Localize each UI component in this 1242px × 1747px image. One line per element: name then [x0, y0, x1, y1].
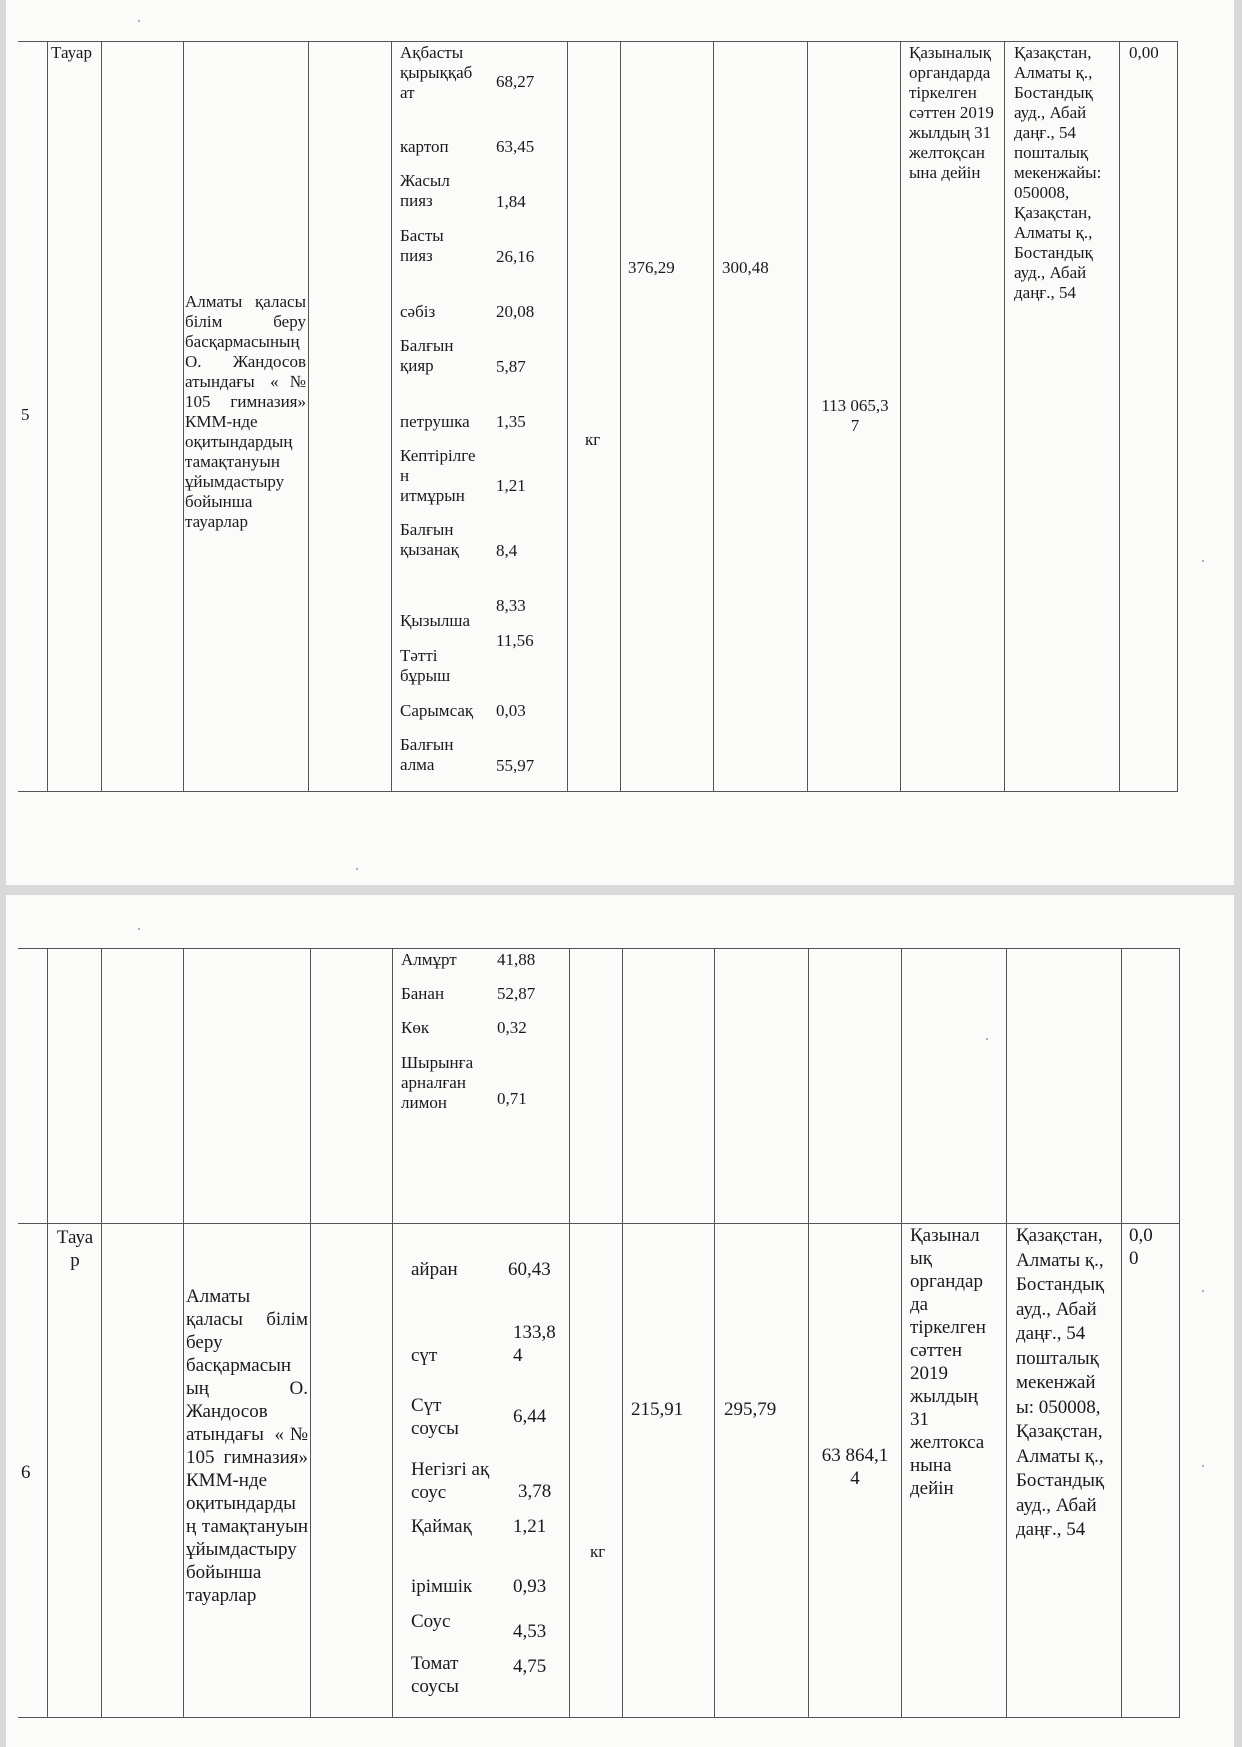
scan-speck: [1202, 560, 1204, 562]
goods-item-qty: 5,87: [496, 357, 526, 376]
goods-item-qty: 3,78: [518, 1481, 552, 1502]
scan-speck: [1202, 1290, 1204, 1292]
goods-item-qty: 0,32: [497, 1018, 527, 1037]
goods-item-name: петрушка: [400, 412, 470, 431]
goods-item-name: Балғын қияр: [400, 336, 454, 375]
goods-item-name: Балғын алма: [400, 735, 454, 774]
goods-item-name: Шырынға арналған лимон: [401, 1053, 474, 1112]
goods-item-name: Сүт соусы: [411, 1395, 459, 1439]
goods-item-qty: 0,71: [497, 1089, 527, 1108]
goods-item-name: Кептірілге н итмұрын: [400, 446, 476, 505]
document-page-1: [6, 0, 1234, 885]
goods-item-qty: 4,53: [513, 1621, 547, 1642]
price-2: 300,48: [722, 258, 769, 277]
price-1: 215,91: [631, 1399, 684, 1420]
goods-item-qty: 133,8 4: [513, 1322, 556, 1366]
goods-item-name: картоп: [400, 137, 449, 156]
goods-item-qty: 11,56: [496, 631, 534, 650]
scan-speck: [138, 20, 140, 22]
goods-item-qty: 8,33: [496, 596, 526, 615]
goods-item-qty: 41,88: [497, 950, 536, 969]
goods-item-name: Банан: [401, 984, 445, 1003]
goods-item-name: Көк: [401, 1018, 430, 1037]
purchase-name: Алматы қаласы білім беру басқармасының О. Жандосов атындағы «№ 105 гимназия» КММ-нде оқитындардың тамақтануын ұйымдастыру бойынша тауарлар: [185, 292, 306, 531]
item-type: Тауа р: [56, 1227, 94, 1271]
scan-speck: [356, 868, 358, 870]
row-number: 6: [21, 1462, 31, 1483]
delivery-term: Қазынал ық органдар да тіркелген сәттен 2019 жылдың 31 желтокса нына дейін: [910, 1225, 986, 1499]
goods-item-qty: 1,21: [513, 1516, 547, 1537]
goods-item-qty: 4,75: [513, 1656, 547, 1677]
last-column-value: 0,0 0: [1129, 1225, 1153, 1269]
item-type: Тауар: [51, 43, 92, 62]
goods-item-name: Балғын қызанақ: [400, 520, 459, 559]
total-sum: 113 065,3 7: [821, 396, 889, 435]
price-2: 295,79: [724, 1399, 777, 1420]
goods-item-name: сәбіз: [400, 302, 436, 321]
goods-item-name: ірімшік: [411, 1576, 473, 1597]
scan-speck: [1202, 1465, 1204, 1467]
goods-item-qty: 26,16: [496, 247, 535, 266]
last-column-value: 0,00: [1129, 43, 1159, 62]
goods-item-qty: 20,08: [496, 302, 535, 321]
goods-item-name: Алмұрт: [401, 950, 457, 969]
goods-item-qty: 68,27: [496, 72, 535, 91]
goods-item-qty: 0,03: [496, 701, 526, 720]
delivery-address: Қазақстан, Алматы қ., Бостандық ауд., Абай даңғ., 54 пошталық мекенжай ы: 050008, Қазақстан, Алматы қ., Бостандық ауд., Абай даңғ., 54: [1016, 1225, 1105, 1540]
goods-item-name: Тәтті бұрыш: [400, 646, 451, 685]
goods-item-qty: 52,87: [497, 984, 536, 1003]
row-number: 5: [21, 405, 30, 424]
goods-item-name: сүт: [411, 1345, 438, 1366]
scan-speck: [986, 1038, 988, 1040]
goods-item-qty: 60,43: [508, 1259, 551, 1280]
goods-item-name: айран: [411, 1259, 458, 1280]
goods-item-qty: 0,93: [513, 1576, 547, 1597]
goods-item-name: Сарымсақ: [400, 701, 474, 720]
document-page-2: [6, 895, 1234, 1747]
goods-item-name: Соус: [411, 1611, 451, 1632]
unit: кг: [590, 1542, 606, 1561]
goods-item-name: Қаймақ: [411, 1516, 472, 1537]
goods-item-qty: 63,45: [496, 137, 535, 156]
goods-item-name: Басты пияз: [400, 226, 444, 265]
goods-item-name: Томат соусы: [411, 1653, 459, 1697]
goods-item-name: Жасыл пияз: [400, 171, 450, 210]
unit: кг: [585, 430, 601, 449]
price-1: 376,29: [628, 258, 675, 277]
goods-item-qty: 1,84: [496, 192, 526, 211]
scan-speck: [138, 928, 140, 930]
goods-item-qty: 1,35: [496, 412, 526, 431]
purchase-name: Алматы қаласы білім беру басқармасын ың О. Жандосов атындағы «№ 105 гимназия» КММ-нде оқитындарды ң тамақтануын ұйымдастыру бойынша тауарлар: [186, 1286, 308, 1606]
goods-item-qty: 8,4: [496, 541, 518, 560]
total-sum: 63 864,1 4: [821, 1445, 889, 1489]
goods-item-name: Негізгі ақ соус: [411, 1459, 490, 1503]
goods-item-qty: 6,44: [513, 1406, 547, 1427]
goods-item-name: Қызылша: [400, 611, 471, 630]
goods-item-qty: 1,21: [496, 476, 526, 495]
goods-item-qty: 55,97: [496, 756, 535, 775]
delivery-term: Қазыналық органдарда тіркелген сәттен 2019 жылдың 31 желтоқсан ына дейін: [909, 43, 994, 182]
delivery-address: Қазақстан, Алматы қ., Бостандық ауд., Абай даңғ., 54 пошталық мекенжайы: 050008, Қазақстан, Алматы қ., Бостандық ауд., Абай даңғ., 54: [1014, 43, 1102, 302]
goods-item-name: Ақбасты қырыққаб ат: [400, 43, 473, 102]
